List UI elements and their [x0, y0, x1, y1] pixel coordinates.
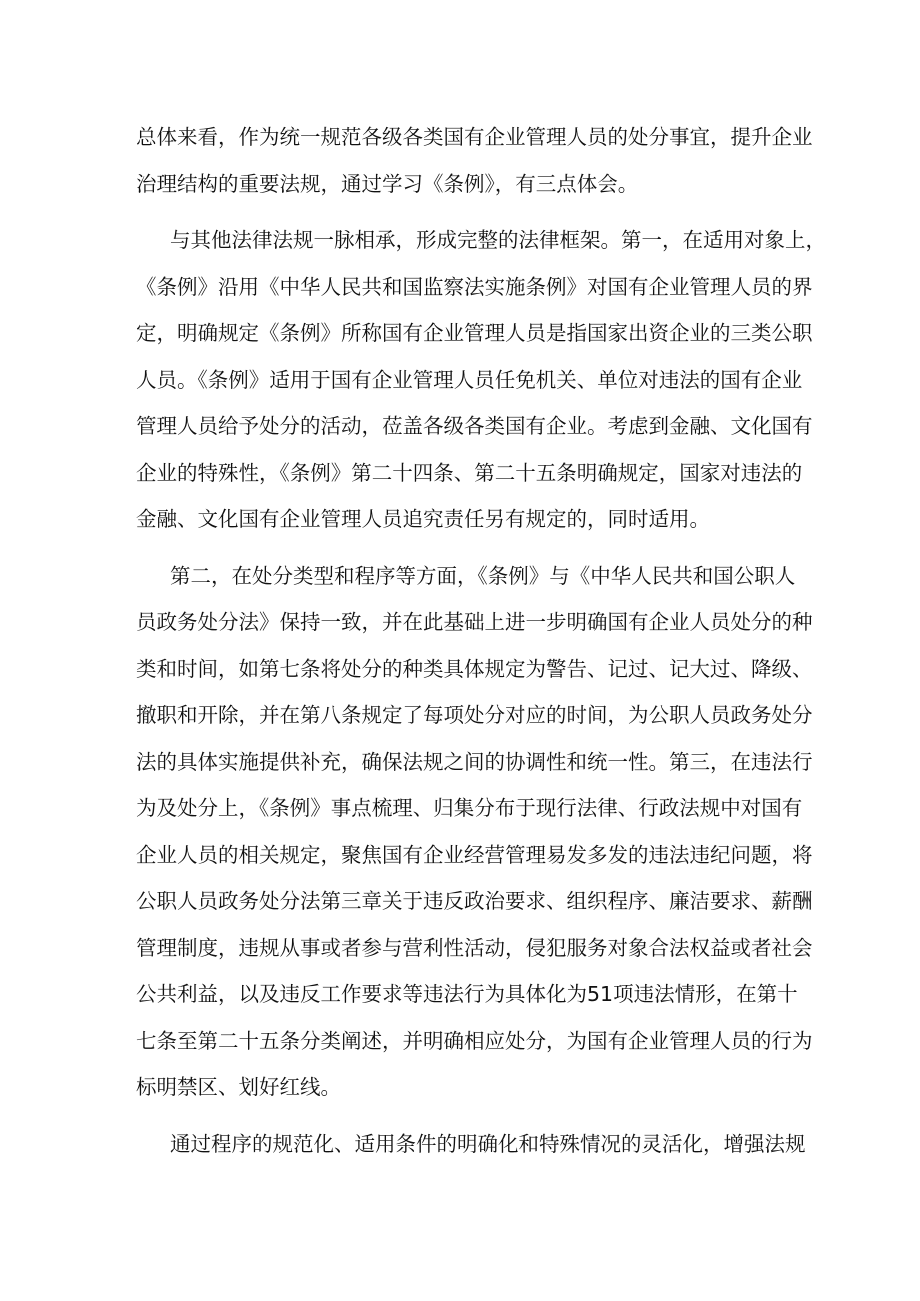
text-line: 《条例》沿用《中华人民共和国监察法实施条例》对国有企业管理人员的界 [136, 274, 813, 299]
paragraph-1 [136, 114, 813, 207]
paragraph-4 [136, 1121, 806, 1168]
text-line: 人员。《条例》适用于国有企业管理人员任免机关、单位对违法的国有企业 [136, 367, 803, 392]
text-line: 七条至第二十五条分类阐述，并明确相应处分，为国有企业管理人员的行为 [136, 1028, 813, 1053]
text-line: 管理制度，违规从事或者参与营利性活动，侵犯服务对象合法权益或者社会 [136, 935, 813, 960]
text-line: 定，明确规定《条例》所称国有企业管理人员是指国家出资企业的三类公职 [136, 321, 813, 345]
text-line: 企业人员的相关规定，聚焦国有企业经营管理易发多发的违法违纪问题，将 [136, 842, 813, 867]
text-line: 法的具体实施提供补充，确保法规之间的协调性和统一性。第三，在违法行 [136, 749, 813, 774]
document-body [136, 114, 826, 1177]
paragraph-2 [136, 217, 826, 543]
text-line: 标明禁区、划好红线。 [136, 1075, 341, 1099]
text-line: 治理结构的重要法规，通过学习《条例》，有三点体会。 [136, 171, 639, 196]
text-line: 类和时间，如第七条将处分的种类具体规定为警告、记过、记大过、降级、 [136, 656, 813, 681]
text-line: 总体来看，作为统一规范各级各类国有企业管理人员的处分事宜，提升企业 [136, 125, 813, 149]
text-line: 撤职和开除，并在第八条规定了每项处分对应的时间，为公职人员政务处分 [136, 703, 813, 727]
text-line: 与其他法律法规一脉相承，形成完整的法律框架。第一，在适用对象上， [170, 228, 826, 252]
text-line: 企业的特殊性，《条例》第二十四条、第二十五条明确规定，国家对违法的 [136, 460, 803, 485]
text-line: 通过程序的规范化、适用条件的明确化和特殊情况的灵活化，增强法规 [170, 1131, 806, 1156]
text-line: 为及处分上，《条例》事点梳理、归集分布于现行法律、行政法规中对国有 [136, 796, 803, 820]
text-line: 第二，在处分类型和程序等方面，《条例》与《中华人民共和国公职人 [170, 563, 796, 588]
text-line: 员政务处分法》保持一致，并在此基础上进一步明确国有企业人员处分的种 [136, 610, 813, 634]
text-line: 金融、文化国有企业管理人员追究责任另有规定的，同时适用。 [136, 507, 710, 531]
paragraph-3 [136, 553, 813, 1111]
text-line: 公共利益，以及违反工作要求等违法行为具体化为51项违法情形，在第十 [136, 982, 798, 1006]
text-line: 管理人员给予处分的活动，莅盖各级各类国有企业。考虑到金融、文化国有 [136, 414, 813, 438]
text-line: 公职人员政务处分法第三章关于违反政治要求、组织程序、廉洁要求、薪酬 [136, 889, 813, 913]
